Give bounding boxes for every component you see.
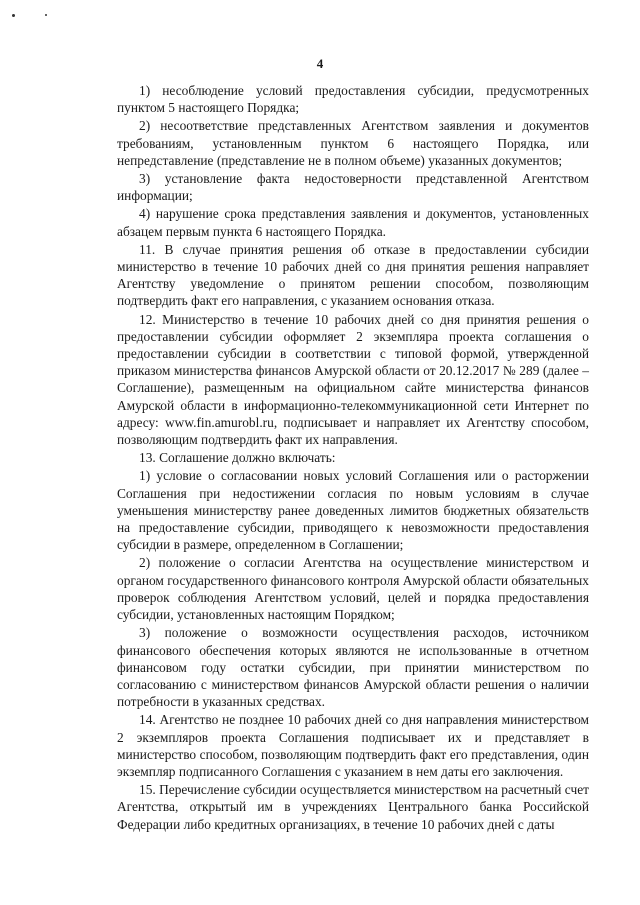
paragraph: 2) несоответствие представленных Агентством заявления и документов требованиям, установленным пунктом 6 настоящего Порядка, или непредставление (представление не в полном объеме) указанных документов; — [117, 118, 589, 168]
paragraph: 2) положение о согласии Агентства на осуществление министерством и органом государственного финансового контроля Амурской области обязательных проверок соблюдения Агентством условий, целей и порядка предоставления субсидии, установленных настоящим Порядком; — [117, 555, 589, 623]
paragraph: 12. Министерство в течение 10 рабочих дней со дня принятия решения о предоставлении субсидии оформляет 2 экземпляра проекта соглашения о предоставлении субсидии в соответствии с типовой формой, утвержденной приказом министерства финансов Амурской области от 20.12.2017 № 289 (далее – Соглашение), размещенным на официальном сайте министерства финансов Амурской области в информационно-телекоммуникационной сети Интернет по адресу: www.fin.amurobl.ru, подписывает и направляет их Агентству способом, позволяющим подтвердить факт их направления. — [117, 311, 589, 448]
paragraph: 14. Агентство не позднее 10 рабочих дней со дня направления министерством 2 экземпляров проекта Соглашения подписывает их и представляет в министерство способом, позволяющим подтвердить факт его представления, один экземпляр подписанного Соглашения с указанием в нем даты его заключения. — [117, 712, 589, 779]
scan-mark — [12, 14, 15, 17]
page-number: 4 — [316, 56, 324, 71]
paragraph: 13. Соглашение должно включать: — [139, 450, 336, 466]
document-body — [117, 82, 589, 834]
paragraph: 3) положение о возможности осуществления расходов, источником финансового обеспечения которых являются не использованные в отчетном финансовом году остатки субсидии, при принятии министерством по согласованию с министерством финансов Амурской области решения о наличии потребности в указанных средствах. — [117, 625, 589, 710]
paragraph: 15. Перечисление субсидии осуществляется министерством на расчетный счет Агентства, открытый им в учреждениях Центрального банка Российской Федерации либо кредитных организациях, в течение 10 рабочих дней с даты — [117, 782, 589, 832]
paragraph: 3) установление факта недостоверности представленной Агентством информации; — [117, 171, 589, 204]
paragraph: 1) несоблюдение условий предоставления субсидии, предусмотренных пунктом 5 настоящего Порядка; — [117, 83, 589, 116]
paragraph: 1) условие о согласовании новых условий Соглашения или о расторжении Соглашения при недостижении согласия по новым условиям в случае уменьшения министерству ранее доведенных лимитов бюджетных обязательств на предоставление субсидии, приводящего к невозможности предоставления субсидии в размере, определенном в Соглашении; — [117, 468, 589, 553]
paragraph: 4) нарушение срока представления заявления и документов, установленных абзацем первым пункта 6 настоящего Порядка. — [117, 206, 589, 239]
scan-mark — [45, 14, 47, 16]
paragraph: 11. В случае принятия решения об отказе в предоставлении субсидии министерство в течение 10 рабочих дней со дня принятия решения направляет Агентству уведомление о принятом решении способом, позволяющим подтвердить факт его направления, с указанием основания отказа. — [117, 241, 589, 309]
